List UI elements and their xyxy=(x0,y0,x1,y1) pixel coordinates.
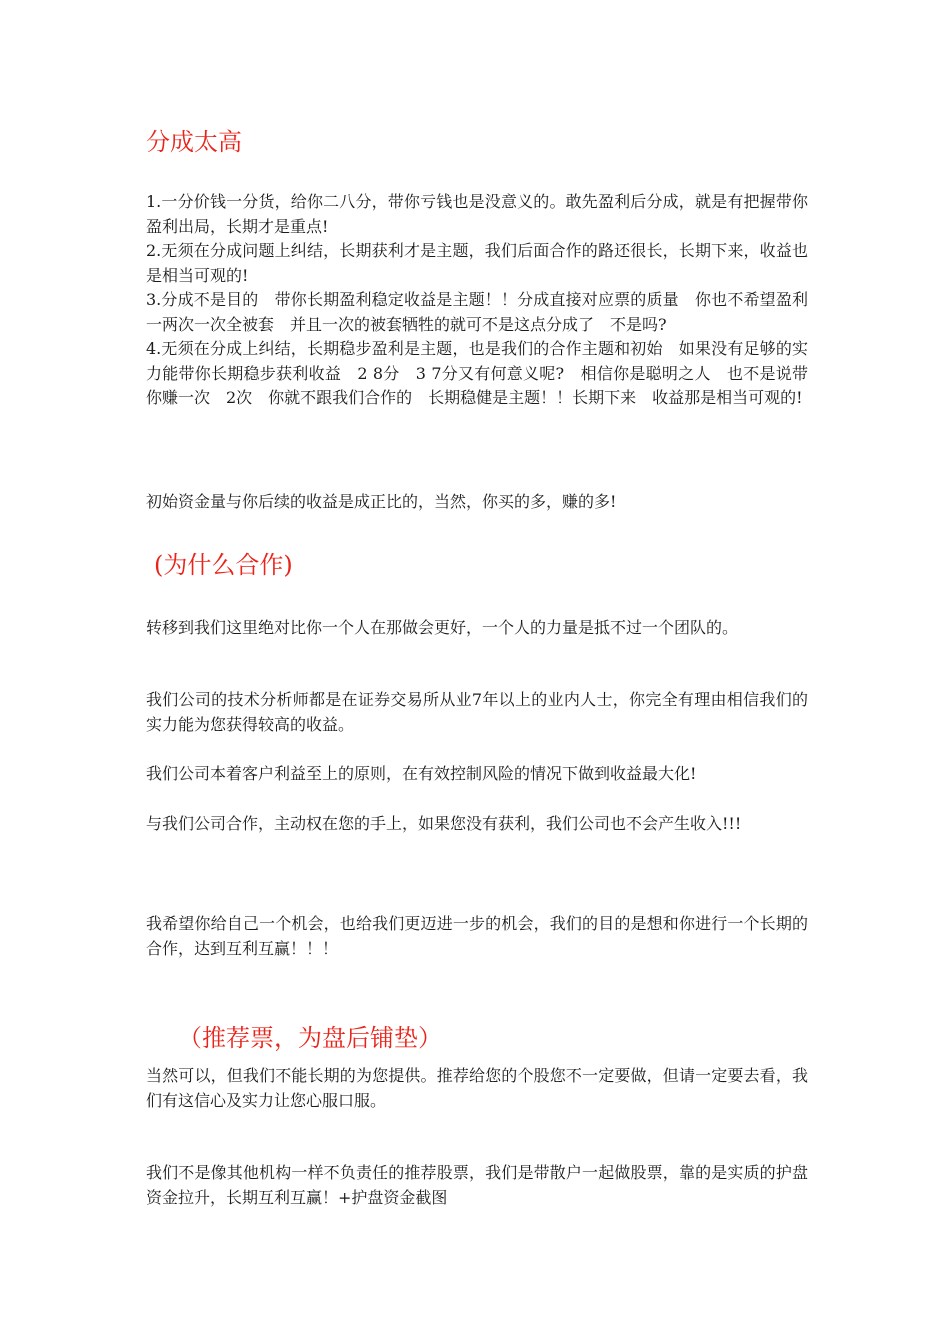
why-paragraph-3-text: 我们公司本着客户利益至上的原则，在有效控制风险的情况下做到收益最大化! xyxy=(146,764,697,783)
why-paragraph-1-text: 转移到我们这里绝对比你一个人在那做会更好，一个人的力量是抵不过一个团队的。 xyxy=(146,618,739,637)
why-paragraph-5-text: 我希望你给自己一个机会，也给我们更迈进一步的机会，我们的目的是想和你进行一个长期的合作，达到互利互赢！！！ xyxy=(146,914,808,958)
commission-closing-text: 初始资金量与你后续的收益是成正比的，当然，你买的多，赚的多! xyxy=(146,492,617,511)
commission-closing xyxy=(146,490,808,515)
why-paragraph-1 xyxy=(146,616,808,641)
commission-point-2: 2.无须在分成问题上纠结，长期获利才是主题，我们后面合作的路还很长，长期下来，收益也是相当可观的! xyxy=(146,241,808,285)
why-paragraph-4-text: 与我们公司合作，主动权在您的手上，如果您没有获利，我们公司也不会产生收入!!! xyxy=(146,814,742,833)
why-paragraph-5 xyxy=(146,912,808,961)
recommend-paragraph-2 xyxy=(146,1161,808,1210)
why-paragraph-3 xyxy=(146,762,808,787)
commission-point-1: 1.一分价钱一分货，给你二八分，带你亏钱也是没意义的。敢先盈利后分成，就是有把握带你盈利出局，长期才是重点! xyxy=(146,192,808,236)
section-heading-commission: 分成太高 xyxy=(146,128,242,156)
commission-point-4: 4.无须在分成上纠结，长期稳步盈利是主题，也是我们的合作主题和初始 如果没有足够的实力能带你长期稳步获利收益 2 8分 3 7分又有何意义呢? 相信你是聪明之人 也不是说带你赚一次 2次 你就不跟我们合作的 长期稳健是主题！！长期下来 收益那是相当可观的! xyxy=(146,339,808,407)
why-paragraph-2 xyxy=(146,688,808,737)
section-heading-recommend: （推荐票，为盘后铺垫） xyxy=(178,1024,442,1052)
why-paragraph-2-text: 我们公司的技术分析师都是在证券交易所从业7年以上的业内人士，你完全有理由相信我们的实力能为您获得较高的收益。 xyxy=(146,690,808,734)
recommend-paragraph-1-text: 当然可以，但我们不能长期的为您提供。推荐给您的个股您不一定要做，但请一定要去看，我们有这信心及实力让您心服口服。 xyxy=(146,1066,808,1110)
recommend-paragraph-1 xyxy=(146,1064,808,1113)
why-paragraph-4 xyxy=(146,812,808,837)
commission-point-3: 3.分成不是目的 带你长期盈利稳定收益是主题！！分成直接对应票的质量 你也不希望盈利一两次一次全被套 并且一次的被套牺牲的就可不是这点分成了 不是吗? xyxy=(146,290,808,334)
recommend-paragraph-2-text: 我们不是像其他机构一样不负责任的推荐股票，我们是带散户一起做股票，靠的是实质的护盘资金拉升，长期互利互赢！+护盘资金截图 xyxy=(146,1163,808,1207)
section-heading-why-cooperate: (为什么合作) xyxy=(154,551,293,579)
commission-points xyxy=(146,190,808,411)
